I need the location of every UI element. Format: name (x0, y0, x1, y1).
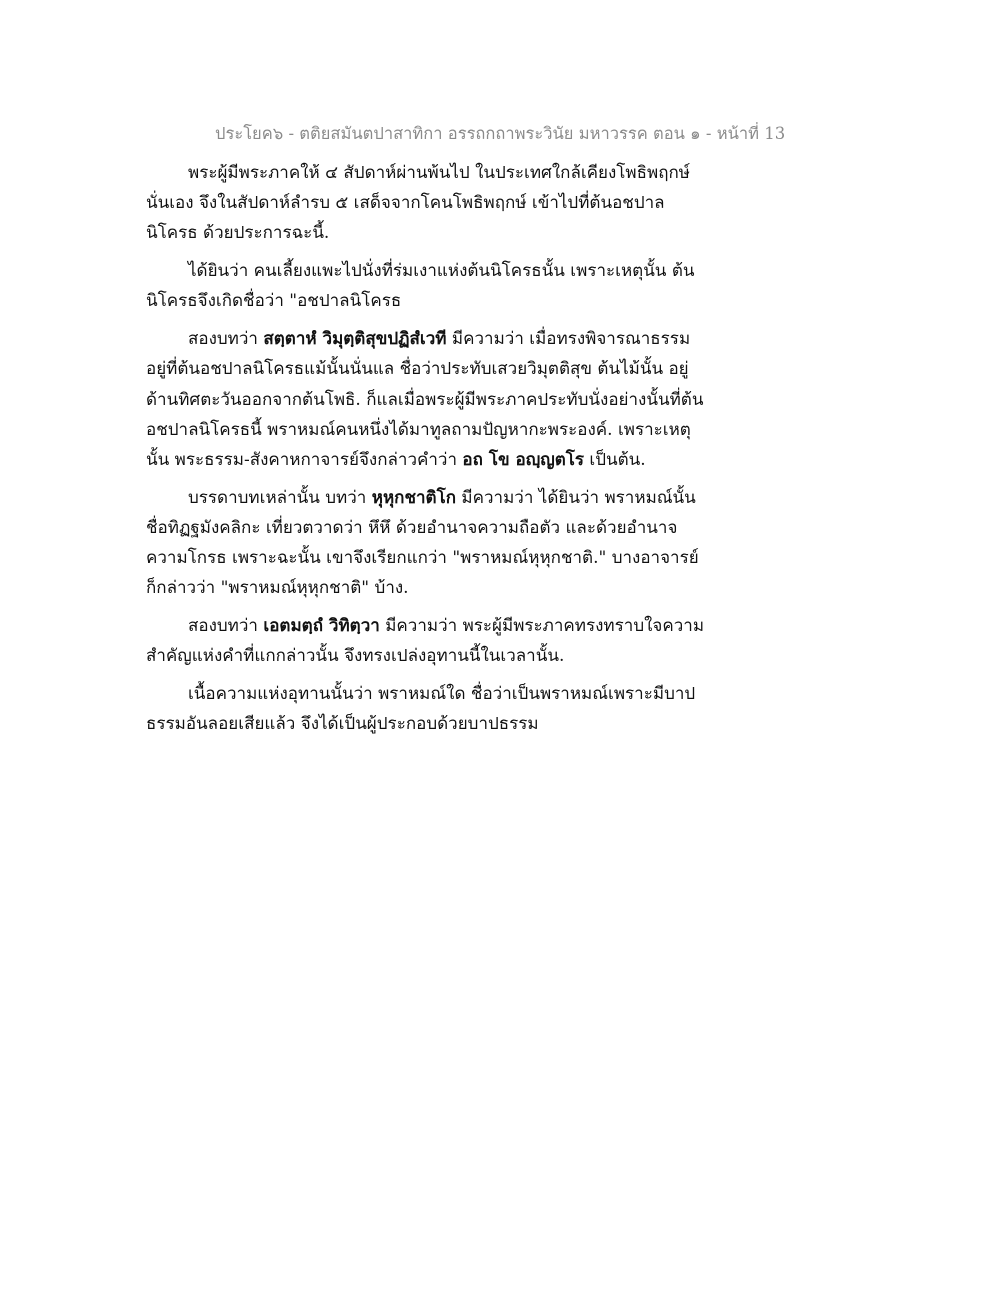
paragraph (146, 324, 706, 475)
text-run: เป็นต้น. (584, 450, 646, 471)
text-run: ได้ยินว่า คนเลี้ยงแพะไปนั่งที่ร่มเงาแห่งต้นนิโครธนั้น เพราะเหตุนั้น ต้นนิโครธจึงเกิดชื่อว่า "อชปาลนิโครธ (146, 261, 695, 312)
pali-term: หุหุกชาติโก (371, 487, 457, 508)
paragraph (146, 256, 706, 316)
running-header: ประโยค๖ - ตติยสมันตปาสาทิกา อรรถกถาพระวินัย มหาวรรค ตอน ๑ - หน้าที่ 13 (215, 124, 785, 143)
text-run: มีความว่า เมื่อทรงพิจารณาธรรมอยู่ที่ต้นอชปาลนิโครธแม้นั้นนั่นแล ชื่อว่าประทับเสวยวิมุตติสุข ต้นไม้นั้น อยู่ด้านทิศตะวันออกจากต้นโพธิ. ก็แลเมื่อพระผู้มีพระภาคประทับนั่งอย่างนั้นที่ต้นอชปาลนิโครธนี้ พราหมณ์คนหนึ่งได้มาทูลถามปัญหากะพระองค์. เพราะเหตุนั้น พระธรรม-สังคาหกาจารย์จึงกล่าวคำว่า (146, 329, 704, 471)
pali-term: เอตมตฺถํ วิทิตฺวา (263, 616, 380, 637)
paragraph (146, 483, 706, 604)
text-run: มีความว่า พระผู้มีพระภาคทรงทราบใจความสำคัญแห่งคำที่แกกล่าวนั้น จึงทรงเปล่งอุทานนี้ในเวลานั้น. (146, 616, 705, 667)
paragraph (146, 158, 706, 249)
text-run: เนื้อความแห่งอุทานนั้นว่า พราหมณ์ใด ชื่อว่าเป็นพราหมณ์เพราะมีบาปธรรมอันลอยเสียแล้ว จึงได้เป็นผู้ประกอบด้วยบาปธรรม (146, 684, 696, 735)
text-run: บรรดาบทเหล่านั้น บทว่า (188, 487, 372, 508)
pali-term: สตฺตาหํ วิมุตฺติสุขปฏิสํเวที (263, 329, 447, 350)
paragraph (146, 611, 706, 671)
body-text (146, 158, 706, 747)
paragraph (146, 679, 706, 739)
text-run: พระผู้มีพระภาคให้ ๔ สัปดาห์ผ่านพ้นไป ในประเทศใกล้เคียงโพธิพฤกษ์นั่นเอง จึงในสัปดาห์ลำรบ ๕ เสด็จจากโคนโพธิพฤกษ์ เข้าไปที่ต้นอชปาลนิโครธ ด้วยประการฉะนี้. (146, 163, 691, 244)
text-run: มีความว่า ได้ยินว่า พราหมณ์นั้นชื่อทิฏฐมังคลิกะ เที่ยวตวาดว่า หึหึ ด้วยอำนาจความถือตัว และด้วยอำนาจความโกรธ เพราะฉะนั้น เขาจึงเรียกแกว่า "พราหมณ์หุหุกชาติ." บางอาจารย์ก็กล่าวว่า "พราหมณ์หุหุกชาติ" บ้าง. (146, 487, 699, 599)
pali-term: อถ โข อญฺญตโร (462, 450, 584, 471)
text-run: สองบทว่า (188, 329, 264, 350)
text-run: สองบทว่า (188, 616, 264, 637)
